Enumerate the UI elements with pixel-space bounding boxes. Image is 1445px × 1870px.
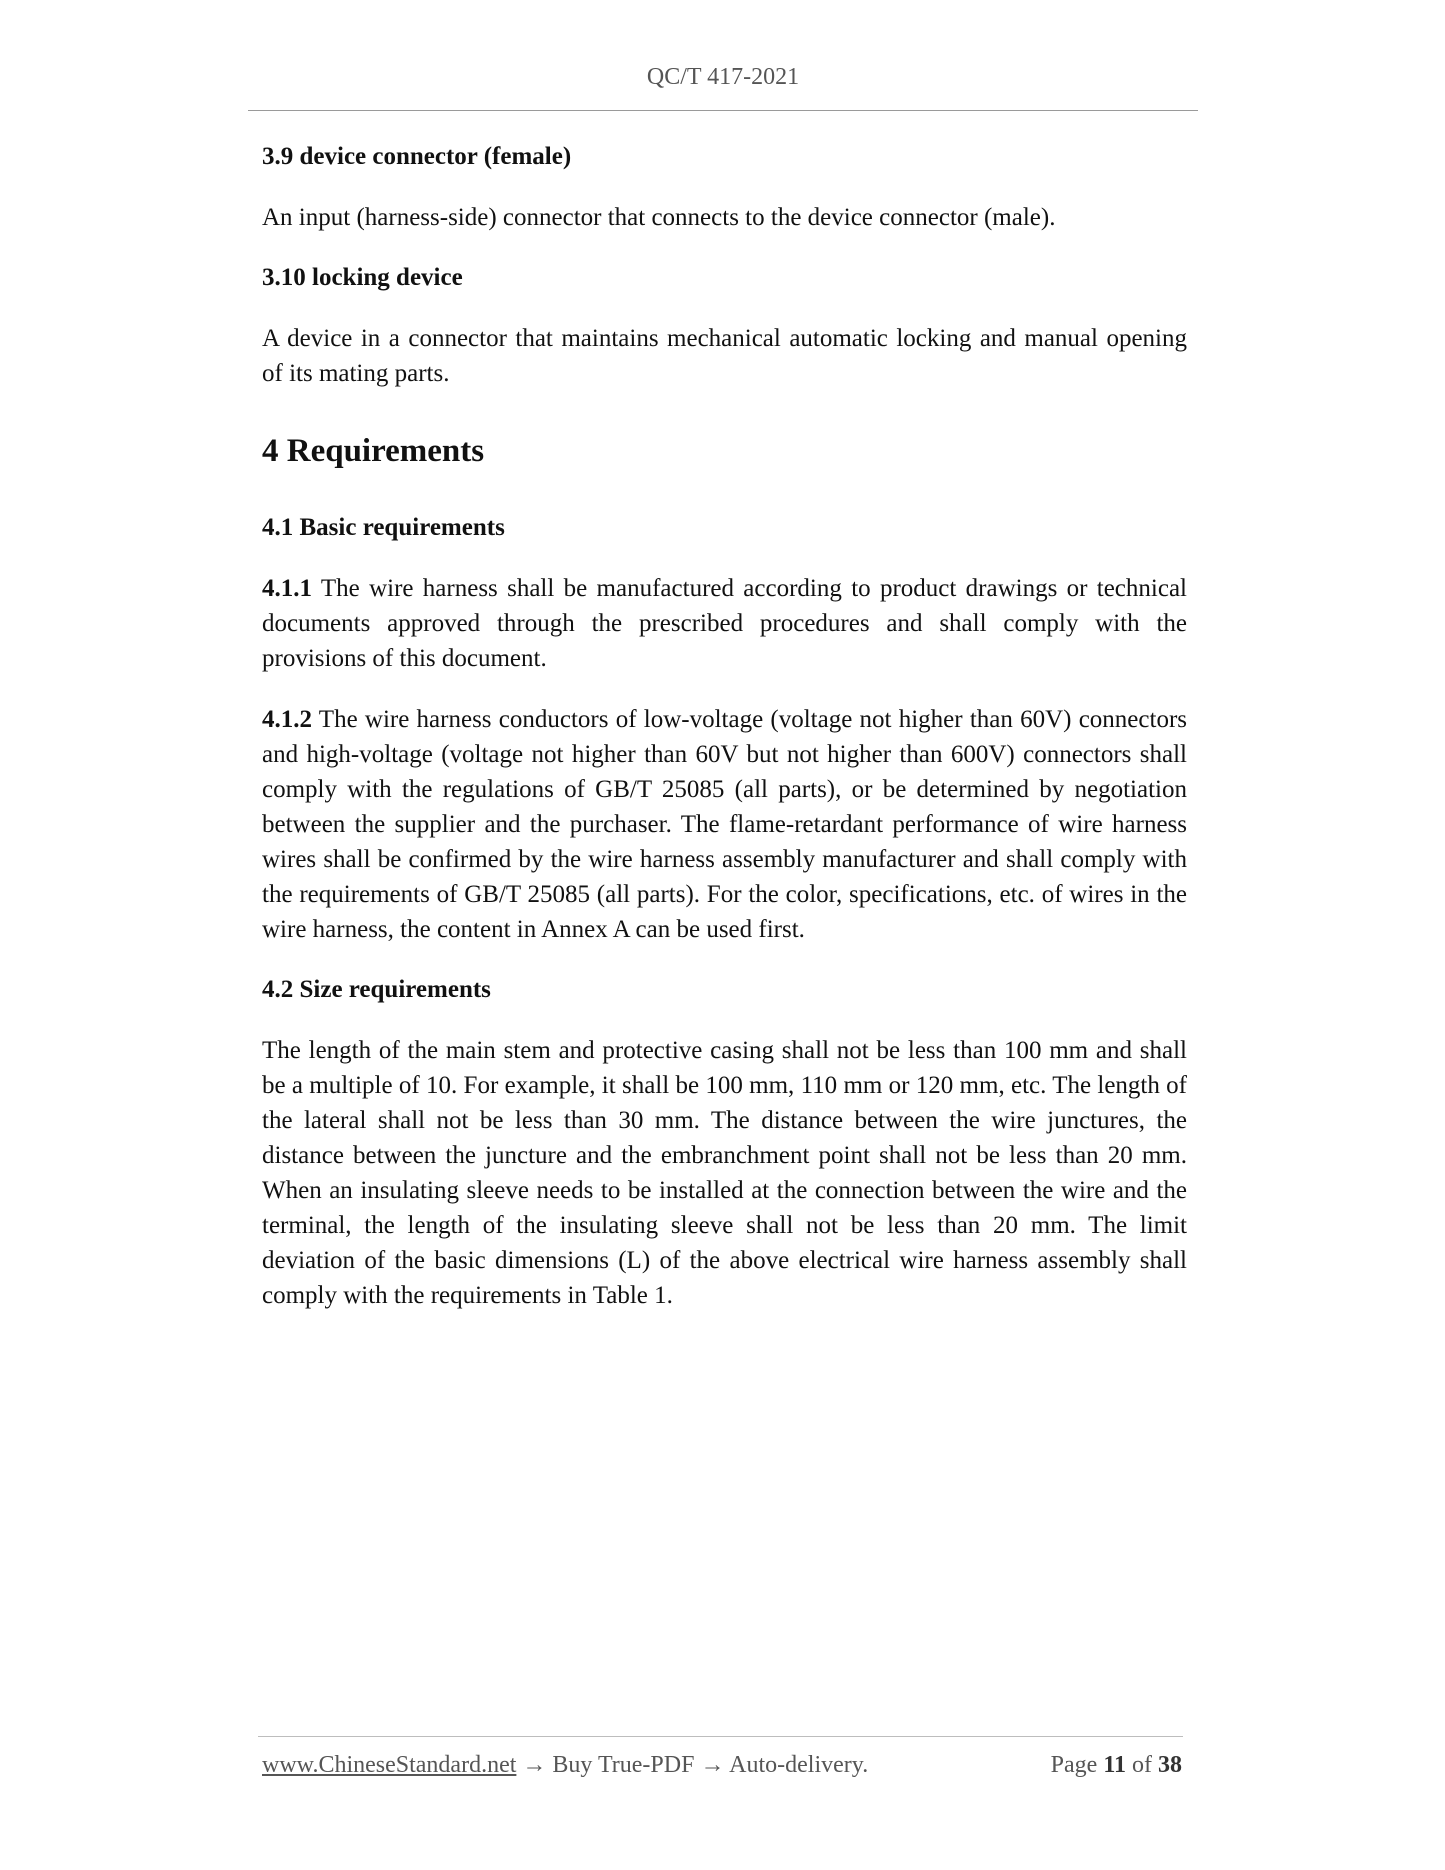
clause-4-1-2-number: 4.1.2 (262, 706, 312, 733)
website-link[interactable]: www.ChineseStandard.net (262, 1752, 517, 1778)
clause-4-2-text: The length of the main stem and protective casing shall not be less than 100 mm and shall be a multiple of 10. For example, it shall be 100 mm, 110 mm or 120 mm, etc. The length of the lateral shall not be less than 30 mm. The distance between the wire junctures, the distance between the juncture and the embranchment point shall not be less than 20 mm. When an insulating sleeve needs to be installed at the connection between the wire and the terminal, the length of the insulating sleeve shall not be less than 20 mm. The limit deviation of the basic dimensions (L) of the above electrical wire harness assembly shall comply with the requirements in Table 1. (262, 1037, 1187, 1309)
page-current: 11 (1103, 1752, 1126, 1778)
footer-promo (262, 1752, 868, 1779)
header-divider (248, 110, 1198, 111)
footer-divider (258, 1736, 1183, 1737)
section-4-heading: 4 Requirements (262, 433, 485, 469)
arrow-right-icon: → (522, 1752, 547, 1778)
term-3-9-title: 3.9 device connector (female) (262, 143, 572, 170)
clause-4-1-2-text: The wire harness conductors of low-voltage (voltage not higher than 60V) connectors and high-voltage (voltage not higher than 60V but not higher than 600V) connectors shall comply with the regulations of GB/T 25085 (all parts), or be determined by negotiation between the supplier and the purchaser. The flame-retardant performance of wire harness wires shall be confirmed by the wire harness assembly manufacturer and shall comply with the requirements of GB/T 25085 (all parts). For the color, specifications, etc. of wires in the wire harness, the content in Annex A can be used first. (262, 706, 1187, 943)
term-3-10-definition: A device in a connector that maintains mechanical automatic locking and manual opening of its mating parts. (262, 325, 1187, 387)
clause-4-1-1-number: 4.1.1 (262, 575, 312, 602)
buy-pdf-text: Buy True-PDF (552, 1752, 695, 1778)
page-content (262, 140, 1187, 1313)
clause-4-1-1-text: The wire harness shall be manufactured according to product drawings or technical documents approved through the prescribed procedures and shall comply with the provisions of this document. (262, 575, 1187, 672)
section-4-1-heading: 4.1 Basic requirements (262, 514, 505, 541)
section-4-2-heading: 4.2 Size requirements (262, 976, 491, 1003)
document-header: QC/T 417-2021 (646, 64, 800, 90)
page-label: Page (1050, 1752, 1098, 1778)
auto-delivery-text: Auto-delivery. (729, 1752, 869, 1778)
page-total: 38 (1158, 1752, 1182, 1778)
page-number (1051, 1752, 1182, 1779)
clause-4-1-2 (262, 702, 1187, 947)
page-footer (262, 1752, 1182, 1779)
term-3-9-definition: An input (harness-side) connector that connects to the device connector (male). (262, 204, 1056, 231)
arrow-right-icon: → (700, 1752, 725, 1778)
term-3-10-title: 3.10 locking device (262, 264, 463, 291)
clause-4-1-1 (262, 571, 1187, 676)
page-of-label: of (1132, 1752, 1152, 1778)
